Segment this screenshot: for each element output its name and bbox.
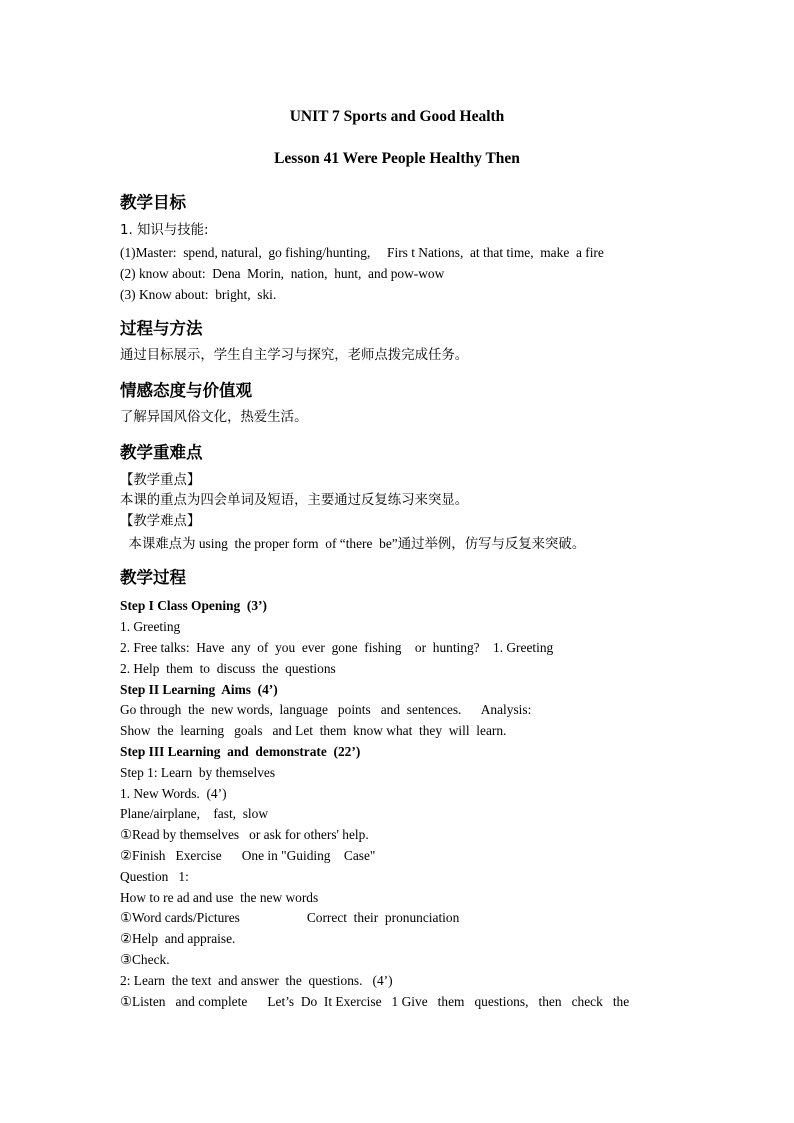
step3-heading: Step III Learning and demonstrate (22’)	[120, 744, 361, 759]
key-point-text: 本课的重点为四会单词及短语，主要通过反复练习来突显。	[120, 493, 469, 508]
difficulty-text-part-c: 通过举例，仿写与反复来突破。	[397, 537, 586, 552]
difficulty-text-part-a: 本课难点为	[120, 537, 196, 552]
process-line: 1. New Words. (4’)	[120, 786, 227, 801]
heading-process-methods: 过程与方法	[120, 319, 203, 338]
process-line: 2. Help them to discuss the questions	[120, 661, 336, 676]
lesson-title: Lesson 41 Were People Healthy Then	[274, 150, 520, 167]
difficulty-text-part-b: using the proper form of “there be”	[195, 536, 398, 551]
heading-key-points: 教学重难点	[120, 443, 203, 462]
objectives-line3: (3) Know about: bright, ski.	[120, 287, 277, 302]
step2-heading: Step II Learning Aims (4’)	[120, 682, 278, 697]
step1-heading: Step I Class Opening (3’)	[120, 598, 267, 613]
process-line: ①Read by themselves or ask for others' help.	[120, 827, 369, 842]
process-line: Show the learning goals and Let them know what they will learn.	[120, 723, 507, 738]
process-line: Question 1:	[120, 869, 189, 884]
heading-teaching-process: 教学过程	[120, 568, 186, 587]
process-line: Go through the new words, language points and sentences. Analysis:	[120, 702, 532, 717]
process-line: ②Finish Exercise One in "Guiding Case"	[120, 848, 376, 863]
process-line: ②Help and appraise.	[120, 931, 236, 946]
process-line: 1. Greeting	[120, 619, 181, 634]
process-line: Plane/airplane, fast, slow	[120, 806, 269, 821]
difficulty-text	[120, 535, 585, 554]
difficulty-label: 【教学难点】	[120, 514, 201, 529]
process-line: Step 1: Learn by themselves	[120, 765, 276, 780]
heading-attitude-values: 情感态度与价值观	[120, 381, 252, 400]
process-line: 2: Learn the text and answer the questions. (4’)	[120, 973, 393, 988]
process-line: 2. Free talks: Have any of you ever gone fishing or hunting? 1. Greeting	[120, 640, 554, 655]
unit-title: UNIT 7 Sports and Good Health	[289, 108, 505, 125]
attitude-values-text: 了解异国风俗文化，热爱生活。	[120, 410, 308, 425]
process-line: How to re ad and use the new words	[120, 890, 319, 905]
process-line: ③Check.	[120, 952, 170, 967]
objectives-item1-label: 1. 知识与技能:	[120, 223, 209, 238]
heading-objectives: 教学目标	[120, 193, 186, 212]
process-line: ①Word cards/Pictures Correct their pronunciation	[120, 910, 460, 925]
objectives-line2: (2) know about: Dena Morin, nation, hunt, and pow-wow	[120, 266, 445, 281]
process-line: ①Listen and complete Let’s Do It Exercise 1 Give them questions, then check the	[120, 994, 630, 1009]
process-methods-text: 通过目标展示，学生自主学习与探究，老师点拨完成任务。	[120, 348, 469, 363]
objectives-line1: (1)Master: spend, natural, go fishing/hunting, Firs t Nations, at that time, make a fire	[120, 245, 604, 260]
key-point-label: 【教学重点】	[120, 473, 201, 488]
